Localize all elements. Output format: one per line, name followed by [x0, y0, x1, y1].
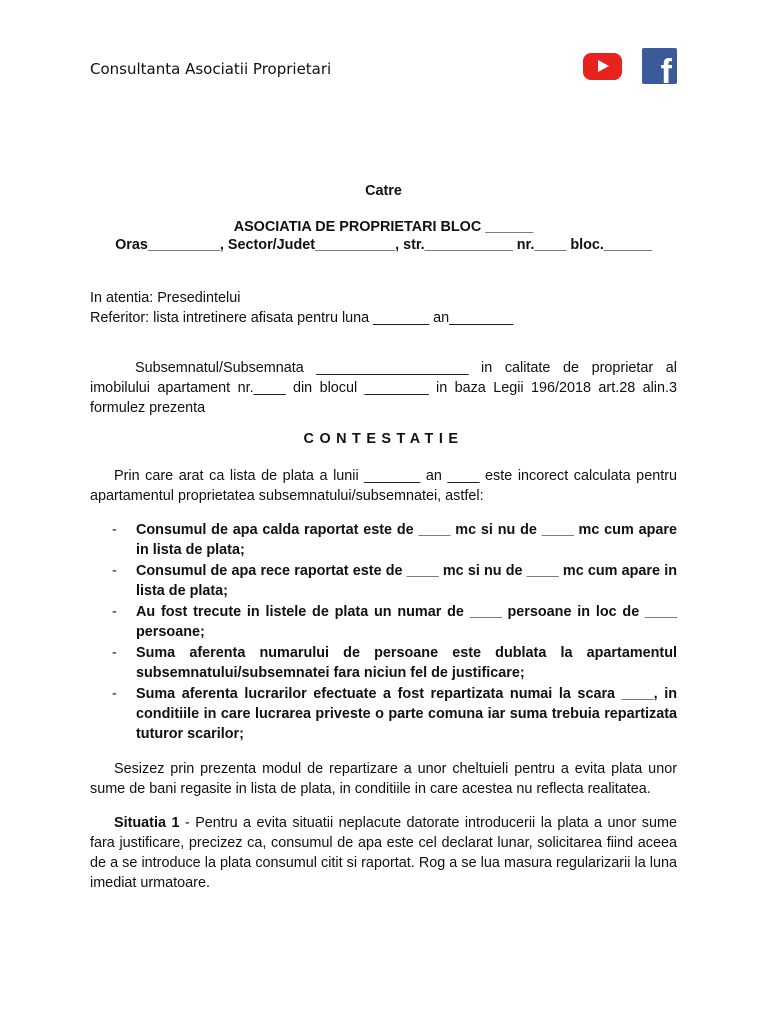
- situation-1-label: Situatia 1: [114, 815, 180, 831]
- bullet-dash: -: [112, 563, 117, 579]
- list-item: - Au fost trecute in listele de plata un numar de ____ persoane in loc de ____ persoane;: [112, 604, 677, 640]
- bullet-dash: -: [112, 686, 117, 702]
- intro-paragraph: Subsemnatul/Subsemnata ___________________ in calitate de proprietar al imobilului apartament nr.____ din blocul ________ in baza Legii 196/2018 art.28 alin.3 formulez prezenta: [90, 360, 677, 416]
- complaint-list: [90, 520, 677, 745]
- paragraph-1: Prin care arat ca lista de plata a lunii _______ an ____ este incorect calculata pentru apartamentul proprietatea subsemnatului/subsemnatei, astfel:: [90, 468, 677, 504]
- situation-1-paragraph: [90, 813, 677, 893]
- paragraph-2: Sesizez prin prezenta modul de repartizare a unor cheltuieli pentru a evita plata unor sume de bani regasite in lista de plata, in conditiile in care acestea nu reflecta realitatea.: [90, 761, 677, 797]
- list-item: - Suma aferenta numarului de persoane este dublata la apartamentul subsemnatului/subsemnatei fara niciun fel de justificare;: [112, 645, 677, 681]
- play-icon: [598, 60, 609, 72]
- bullet-dash: -: [112, 604, 117, 620]
- situation-1-text: - Pentru a evita situatii neplacute datorate introducerii la plata a unor sume fara justificare, precizez ca, consumul de apa este cel declarat lunar, solicitarea fiind aceea de a se introduce la plata consumul citit si raportat. Rog a se lua masura regularizarii la luna imediat urmatoare.: [90, 815, 677, 891]
- document-title: CONTESTATIE: [303, 431, 464, 447]
- youtube-icon[interactable]: [583, 53, 622, 80]
- list-item: - Suma aferenta lucrarilor efectuate a fost repartizata numai la scara ____, in conditiile in care lucrarea priveste o parte comuna iar suma trebuia repartizata tuturor scarilor;: [112, 686, 677, 742]
- list-item: - Consumul de apa calda raportat este de ____ mc si nu de ____ mc cum apare in lista de plata;: [112, 522, 677, 558]
- brand-title: Consultanta Asociatii Proprietari: [90, 60, 332, 78]
- bullet-dash: -: [112, 522, 117, 538]
- list-item: - Consumul de apa rece raportat este de ____ mc si nu de ____ mc cum apare in lista de plata;: [112, 563, 677, 599]
- bullet-dash: -: [112, 645, 117, 661]
- facebook-f-glyph: f: [660, 53, 672, 84]
- address-line: Oras_________, Sector/Judet__________, str.___________ nr.____ bloc.______: [115, 237, 652, 253]
- facebook-icon[interactable]: [642, 48, 677, 84]
- association-line: ASOCIATIA DE PROPRIETARI BLOC ______: [233, 219, 534, 235]
- attention-line: In atentia: Presedintelui: [90, 290, 241, 306]
- reference-line: Referitor: lista intretinere afisata pentru luna _______ an________: [90, 310, 514, 326]
- recipient-heading: Catre: [365, 183, 402, 199]
